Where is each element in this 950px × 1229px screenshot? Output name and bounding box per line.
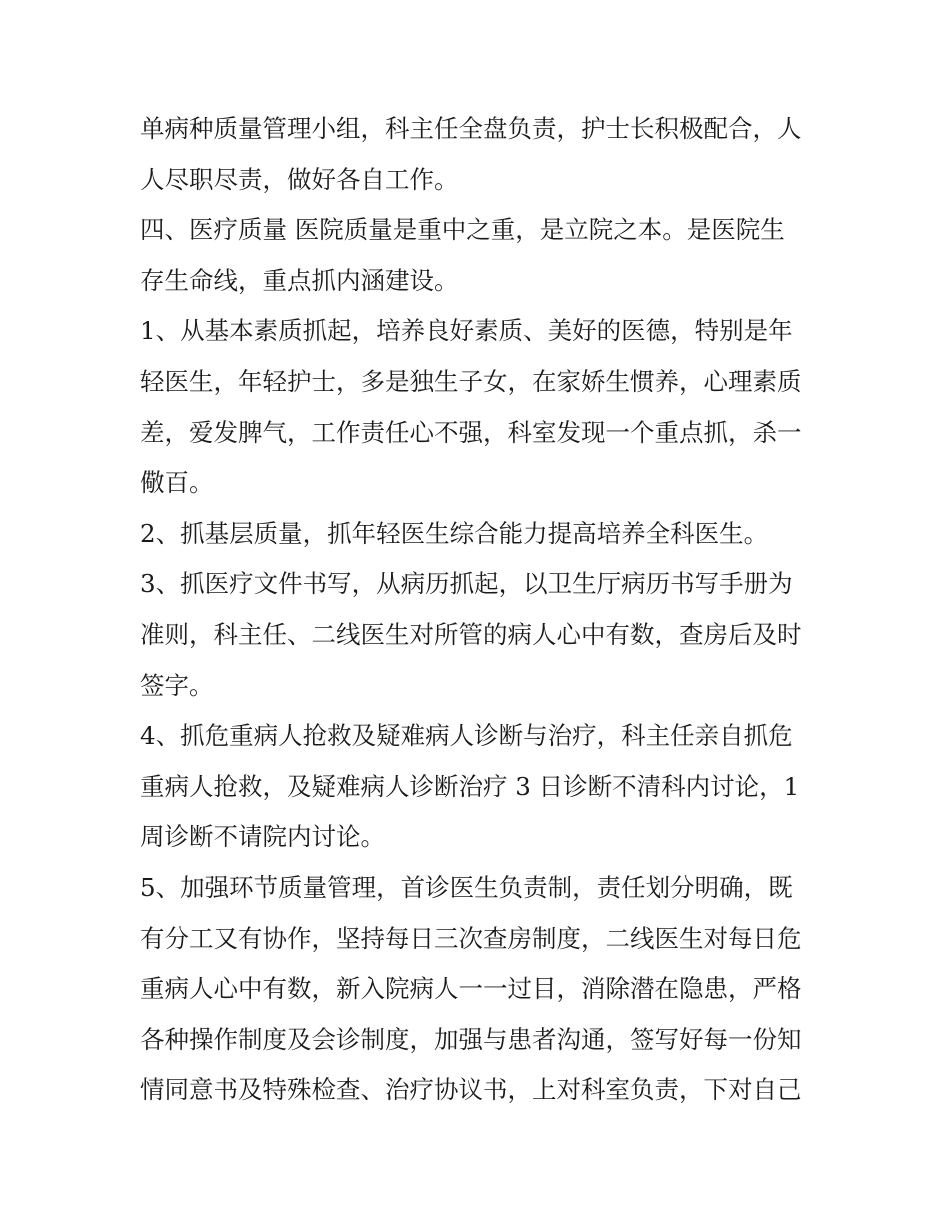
text-line-10: 3、抓医疗文件书写，从病历抓起，以卫生厅病历书写手册为	[140, 569, 793, 599]
text-line-5: 1、从基本素质抓起，培养良好素质、美好的医德，特别是年	[140, 316, 793, 346]
text-line-20: 情同意书及特殊检查、治疗协议书，上对科室负责，下对自己	[140, 1075, 802, 1105]
text-line-19: 各种操作制度及会诊制度，加强与患者沟通，签写好每一份知	[140, 1024, 802, 1054]
text-line-15: 周诊断不请院内讨论。	[140, 822, 385, 852]
text-line-18: 重病人心中有数，新入院病人一一过目，消除潜在隐患，严格	[140, 974, 802, 1004]
body-text	[140, 104, 820, 1116]
text-line-7: 差，爱发脾气，工作责任心不强，科室发现一个重点抓，杀一	[140, 417, 802, 447]
text-line-1: 单病种质量管理小组，科主任全盘负责，护士长积极配合，人	[140, 114, 802, 143]
text-line-16: 5、加强环节质量管理，首诊医生负责制，责任划分明确，既	[140, 872, 793, 902]
text-line-6: 轻医生，年轻护士，多是独生子女，在家娇生惯养，心理素质	[140, 366, 802, 396]
text-line-8: 儆百。	[140, 468, 214, 498]
text-line-13: 4、抓危重病人抢救及疑难病人诊断与治疗，科主任亲自抓危	[140, 721, 793, 751]
text-line-2: 人尽职尽责，做好各自工作。	[140, 164, 459, 194]
text-line-11: 准则，科主任、二线医生对所管的病人心中有数，查房后及时	[140, 619, 802, 649]
text-line-4: 存生命线，重点抓内涵建设。	[140, 265, 459, 295]
text-line-12: 签字。	[140, 670, 214, 700]
text-line-9: 2、抓基层质量，抓年轻医生综合能力提高培养全科医生。	[140, 518, 769, 548]
text-line-14: 重病人抢救，及疑难病人诊断治疗 3 日诊断不清科内讨论，1	[140, 771, 800, 801]
text-line-17: 有分工又有协作，坚持每日三次查房制度，二线医生对每日危	[140, 923, 802, 953]
text-line-3: 四、医疗质量 医院质量是重中之重，是立院之本。是医院生	[140, 215, 785, 245]
